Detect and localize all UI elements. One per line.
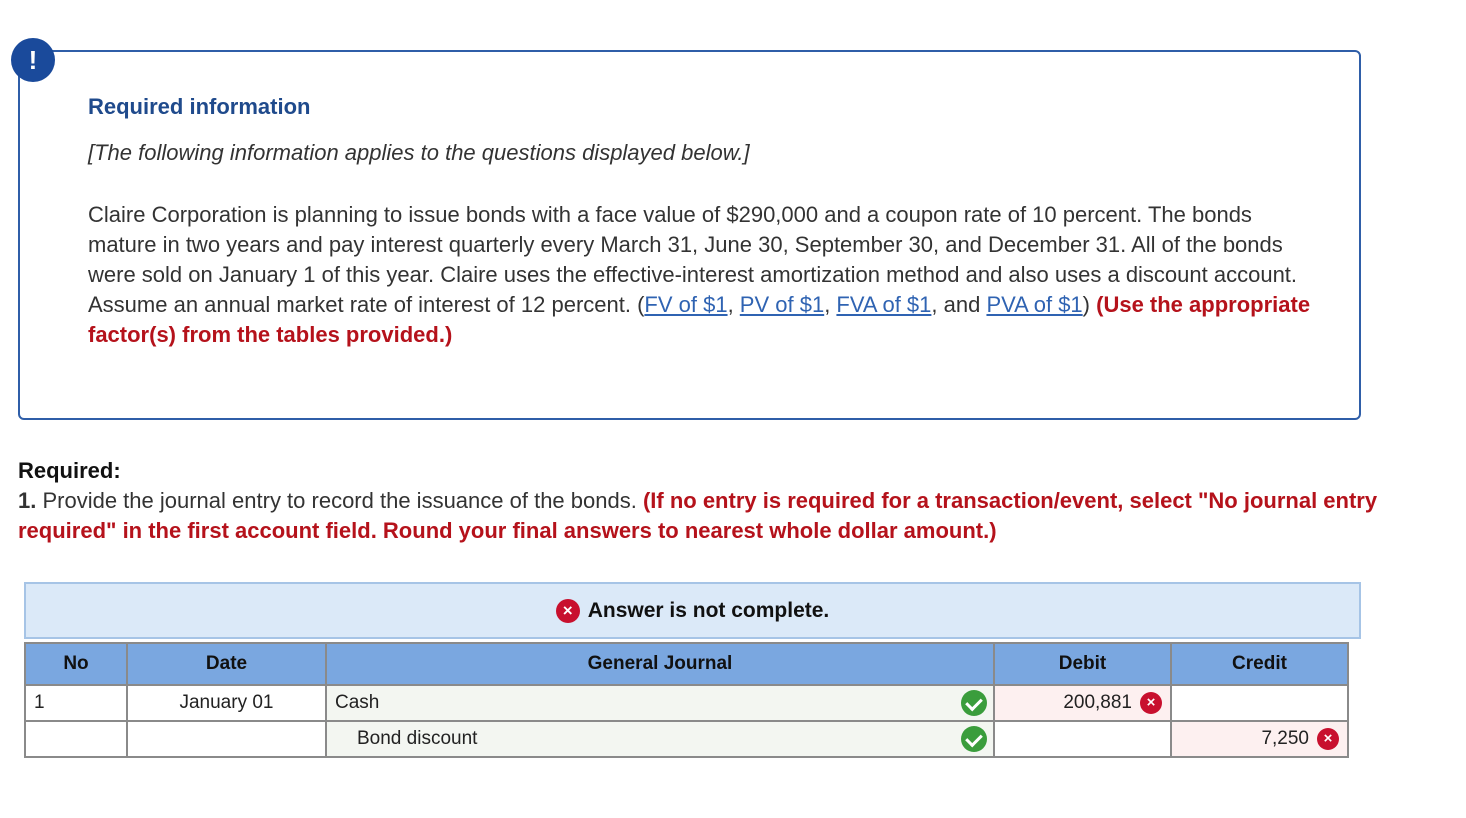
required-label: Required: [18,458,121,483]
debit-value: 200,881 [1063,692,1132,713]
table-row [25,721,1348,757]
header-credit: Credit [1171,643,1348,685]
link-separator: , and [931,292,987,317]
journal-header-row [25,643,1348,685]
link-separator: , [727,292,740,317]
header-date: Date [127,643,326,685]
account-name: Bond discount [357,728,478,749]
journal-table [24,642,1349,758]
debit-input[interactable] [994,685,1171,721]
info-body [88,200,1313,350]
account-select[interactable] [326,721,994,757]
info-title: Required information [88,94,311,119]
alert-icon: ! [11,38,55,82]
pv-link[interactable]: PV of $1 [739,292,825,317]
required-block [18,456,1438,546]
fv-link[interactable]: FV of $1 [644,292,728,317]
header-no: No [25,643,127,685]
question-text: Provide the journal entry to record the issuance of the bonds. [36,488,643,513]
link-separator: , [824,292,837,317]
info-instruction: (Use the appropriate factor(s) from the tables provided.) [88,292,1311,347]
date-select[interactable] [127,721,326,757]
debit-input[interactable] [994,721,1171,757]
correct-check-icon [961,726,987,752]
info-subtitle: [The following information applies to the questions displayed below.] [88,140,750,165]
account-select[interactable] [326,685,994,721]
credit-input[interactable] [1171,685,1348,721]
fva-link[interactable]: FVA of $1 [836,292,932,317]
date-select[interactable]: January 01 [127,685,326,721]
pva-link[interactable]: PVA of $1 [986,292,1083,317]
incorrect-x-icon: × [1317,728,1339,750]
answer-status-text: Answer is not complete. [587,598,830,622]
header-general-journal: General Journal [326,643,994,685]
question-instruction: (If no entry is required for a transaction/event, select "No journal entry required" in the first account field. Round your final answers to nearest whole dollar amount.) [18,488,1378,543]
header-debit: Debit [994,643,1171,685]
body-text: Claire Corporation is planning to issue bonds with a face value of $290,000 and a coupon rate of 10 percent. The bonds mature in two years and pay interest quarterly every March 31, June 30, September 30, and December 31. All of the bonds were sold on January 1 of this year. Claire uses the effective-interest amortization method and also uses a discount account. Assume an annual market rate of interest of 12 percent. ( [88,202,1298,317]
after-links: ) [1082,292,1097,317]
table-row [25,685,1348,721]
question-number: 1. [18,488,37,513]
error-icon: × [556,599,580,623]
incorrect-x-icon: × [1140,692,1162,714]
account-name: Cash [335,692,380,713]
credit-value: 7,250 [1261,728,1309,749]
row-no: 1 [25,685,127,721]
correct-check-icon [961,690,987,716]
credit-input[interactable] [1171,721,1348,757]
row-no [25,721,127,757]
answer-status-banner [24,582,1361,639]
